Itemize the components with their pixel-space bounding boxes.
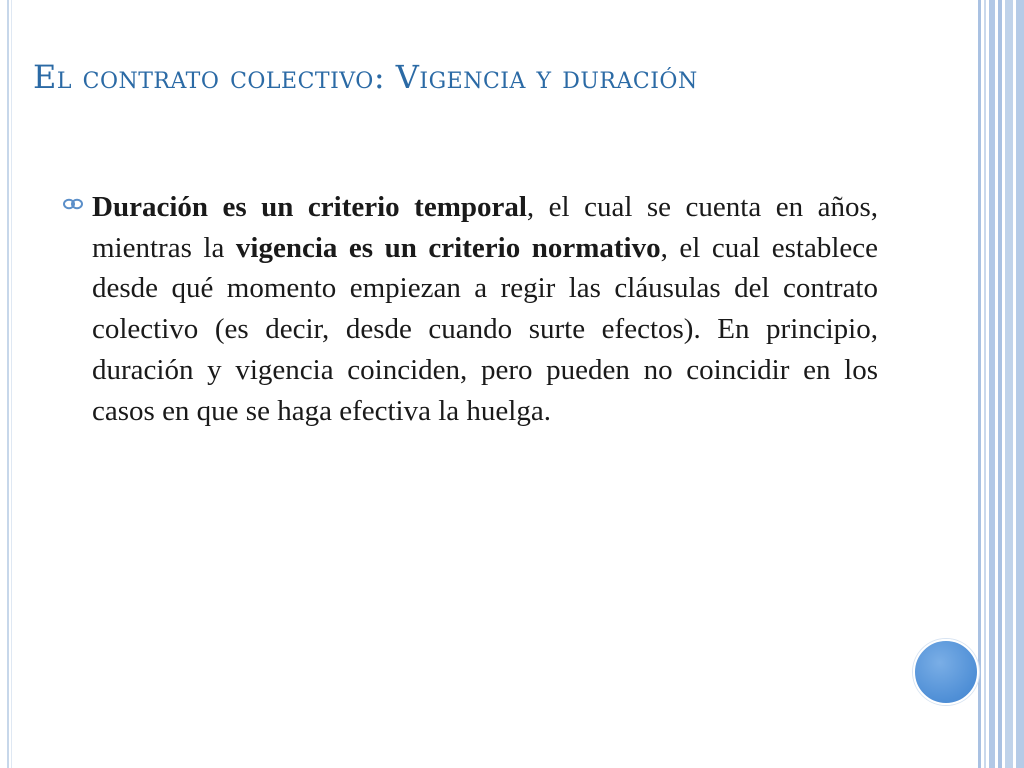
- left-border-line-inner: [11, 0, 12, 768]
- text-segment: , el cual establece desde qué momento empiezan a regir las cláusulas del contrato colectivo (es decir, desde cuando surte efectos). En principio, duración y vigencia coinciden, pero pueden no coincidir en los casos en que se haga efectiva la huelga.: [92, 231, 878, 427]
- slide-title: El contrato colectivo: Vigencia y duración: [33, 58, 698, 96]
- right-stripe: [1005, 0, 1013, 768]
- circle-decoration: [913, 639, 979, 705]
- left-border-line: [7, 0, 9, 768]
- bold-phrase-duracion: Duración es un criterio temporal: [92, 191, 527, 223]
- right-stripe: [978, 0, 981, 768]
- right-stripe: [998, 0, 1002, 768]
- bullet-paragraph: [92, 187, 878, 431]
- right-stripe: [1016, 0, 1024, 768]
- bold-phrase-vigencia: vigencia es un criterio normativo: [235, 231, 661, 264]
- right-stripe: [989, 0, 995, 768]
- text-segment: , el cual se cuenta en años, mientras la: [92, 191, 878, 264]
- chain-link-icon: [63, 197, 83, 211]
- right-stripe: [984, 0, 986, 768]
